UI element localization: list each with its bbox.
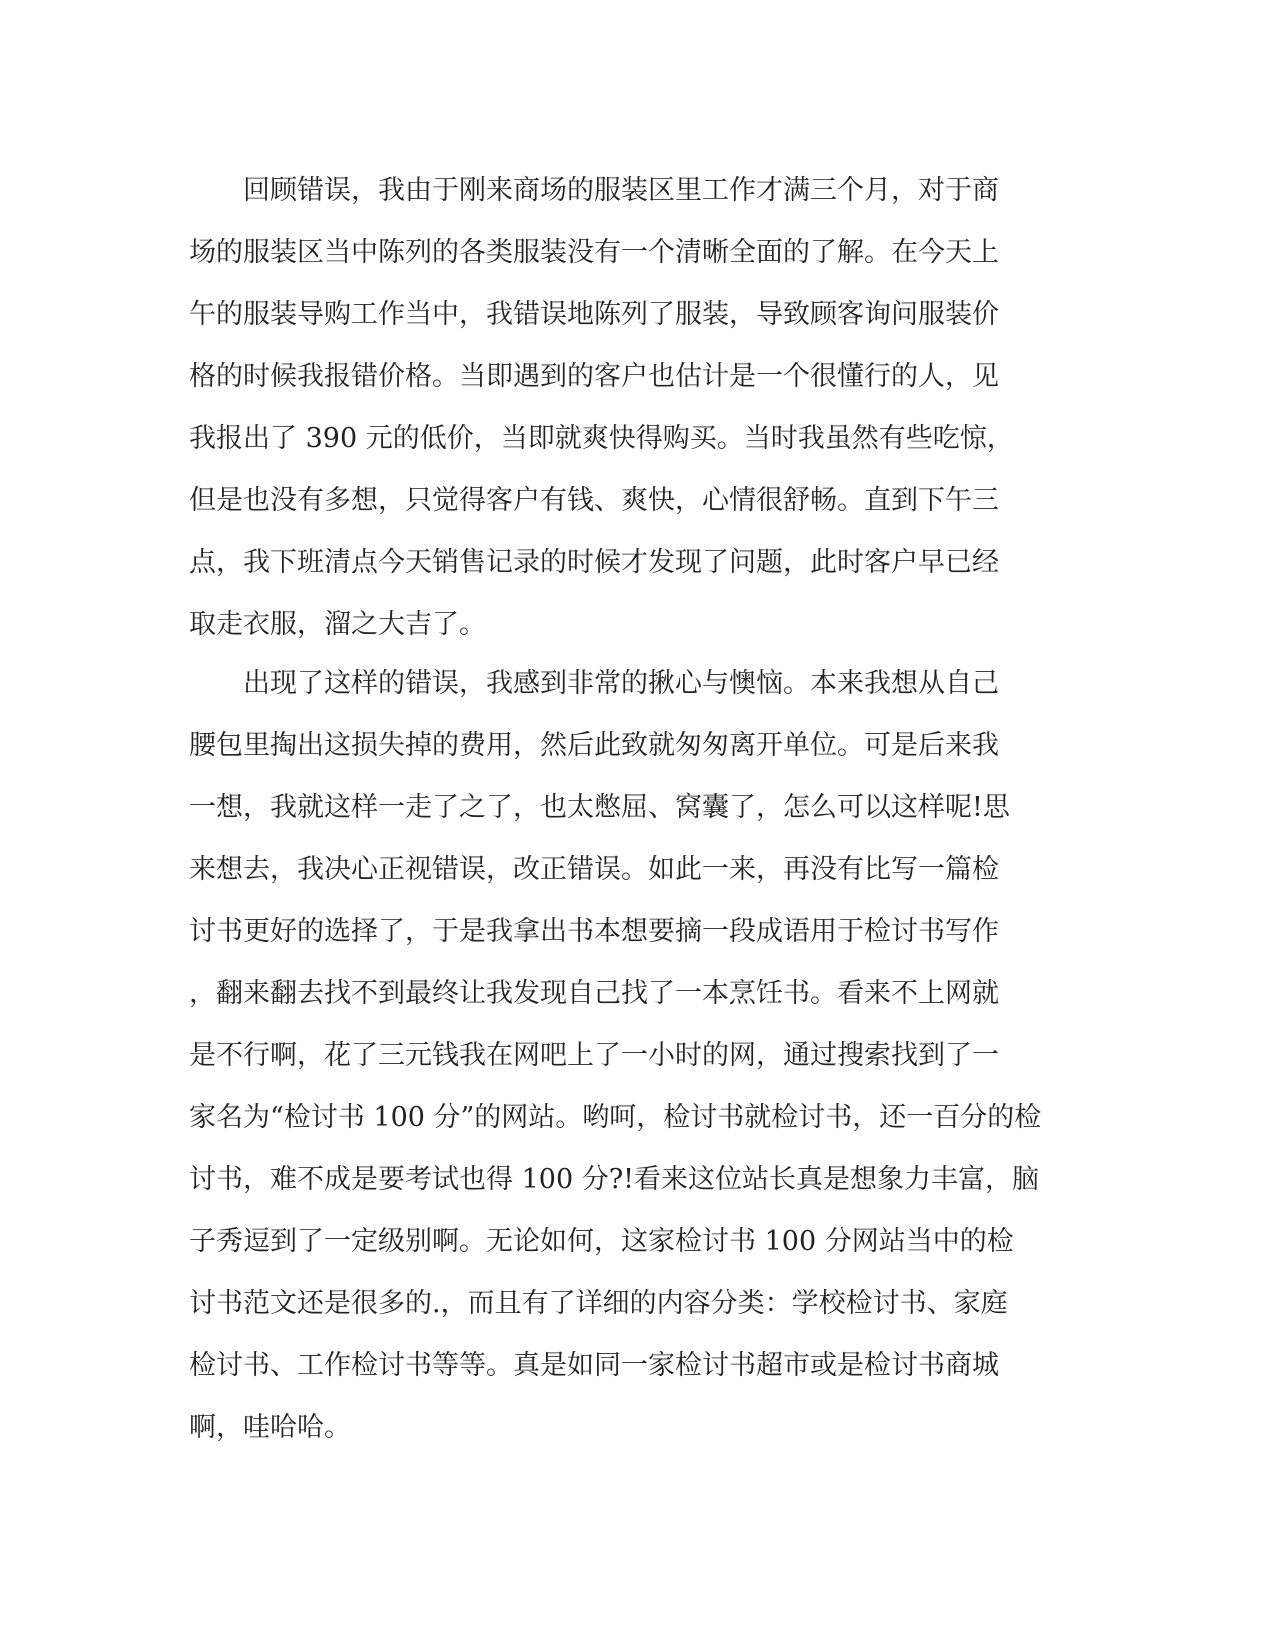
- text-line: 家名为“检讨书 100 分”的网站。哟呵，检讨书就检讨书，还一百分的检: [189, 1102, 1042, 1133]
- text-line: 出现了这样的错误，我感到非常的揪心与懊恼。本来我想从自己: [189, 668, 999, 699]
- text-line: 格的时候我报错价格。当即遇到的客户也估计是一个很懂行的人，见: [189, 361, 999, 392]
- text-line: 检讨书、工作检讨书等等。真是如同一家检讨书超市或是检讨书商城: [189, 1350, 999, 1381]
- text-line: 取走衣服，溜之大吉了。: [189, 609, 486, 640]
- text-line: 讨书范文还是很多的.，而且有了详细的内容分类：学校检讨书、家庭: [189, 1288, 1008, 1319]
- text-line: 是不行啊，花了三元钱我在网吧上了一小时的网，通过搜索找到了一: [189, 1040, 999, 1071]
- text-line: 讨书更好的选择了，于是我拿出书本想要摘一段成语用于检讨书写作: [189, 916, 999, 947]
- text-line: 腰包里掏出这损失掉的费用，然后此致就匆匆离开单位。可是后来我: [189, 730, 999, 761]
- text-line: 我报出了 390 元的低价，当即就爽快得购买。当时我虽然有些吃惊，: [189, 423, 1014, 454]
- text-line: 午的服装导购工作当中，我错误地陈列了服装，导致顾客询问服装价: [189, 299, 999, 330]
- text-line: 子秀逗到了一定级别啊。无论如何，这家检讨书 100 分网站当中的检: [189, 1226, 1014, 1257]
- paragraph-2: [189, 653, 1089, 1459]
- text-line: 但是也没有多想，只觉得客户有钱、爽快，心情很舒畅。直到下午三: [189, 485, 999, 516]
- text-line: 啊，哇哈哈。: [189, 1412, 351, 1443]
- text-line: 点，我下班清点今天销售记录的时候才发现了问题，此时客户早已经: [189, 547, 999, 578]
- text-line: 一想，我就这样一走了之了，也太憋屈、窝囊了，怎么可以这样呢!思: [189, 792, 1010, 823]
- text-line: 讨书，难不成是要考试也得 100 分?!看来这位站长真是想象力丰富，脑: [189, 1164, 1040, 1195]
- text-line: 来想去，我决心正视错误，改正错误。如此一来，再没有比写一篇检: [189, 854, 999, 885]
- text-line: ，翻来翻去找不到最终让我发现自己找了一本烹饪书。看来不上网就: [189, 978, 999, 1009]
- paragraph-1: [189, 160, 1089, 656]
- text-line: 回顾错误，我由于刚来商场的服装区里工作才满三个月，对于商: [189, 175, 999, 206]
- text-line: 场的服装区当中陈列的各类服装没有一个清晰全面的了解。在今天上: [189, 237, 999, 268]
